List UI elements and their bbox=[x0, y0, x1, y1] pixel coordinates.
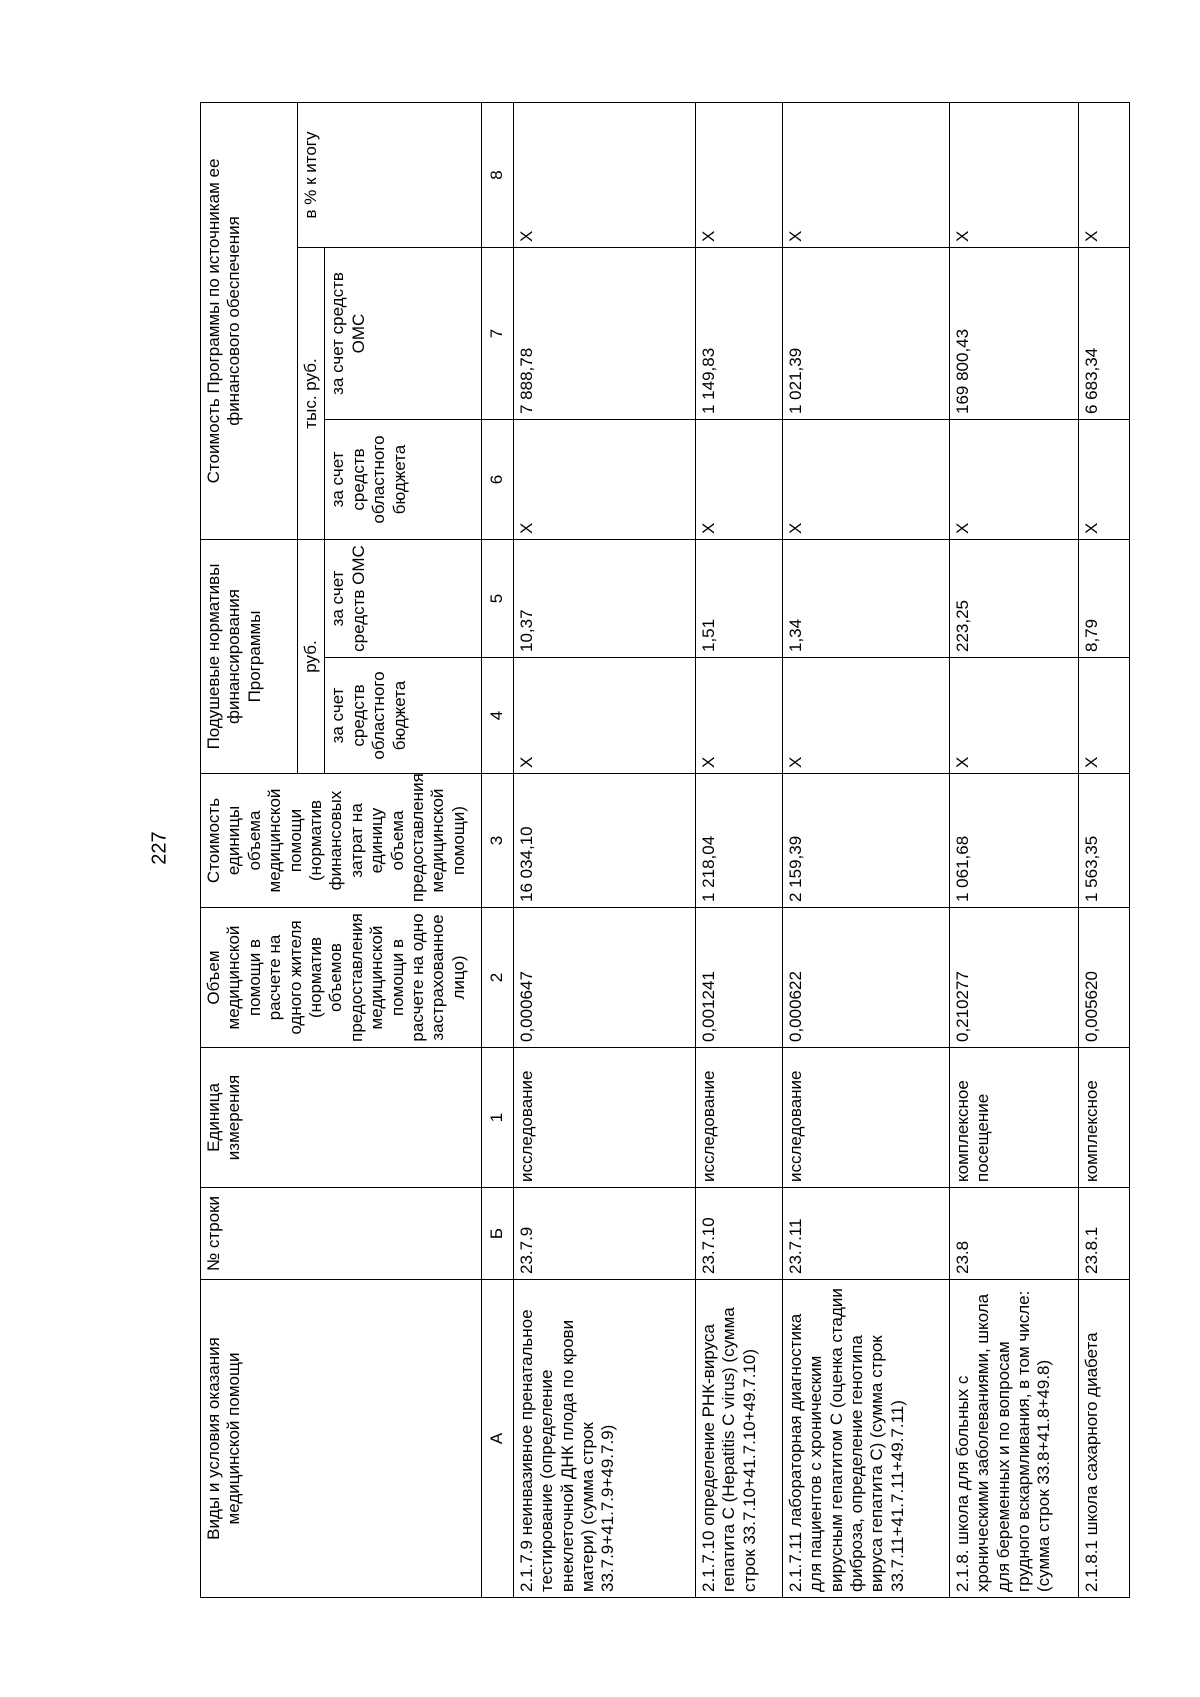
unit-cell: исследование bbox=[513, 1048, 695, 1188]
index-cell: А bbox=[482, 1280, 513, 1598]
financing-table bbox=[200, 102, 1130, 1598]
norm-oms-cell: 8,79 bbox=[1078, 540, 1129, 658]
unit-cell: исследование bbox=[695, 1048, 782, 1188]
page-number: 227 bbox=[148, 831, 171, 865]
cost-oms-cell: 6 683,34 bbox=[1078, 248, 1129, 420]
table-row bbox=[949, 102, 1078, 1597]
percent-cell: Х bbox=[1078, 102, 1129, 247]
cost-oms-cell: 1 149,83 bbox=[695, 248, 782, 420]
index-cell: 8 bbox=[482, 102, 513, 247]
header-cost-oms: за счет средств ОМС bbox=[325, 248, 482, 420]
volume-cell: 0,210277 bbox=[949, 908, 1078, 1048]
norm-budget-cell: Х bbox=[782, 658, 949, 774]
norm-budget-cell: Х bbox=[695, 658, 782, 774]
unit-cell: комплексное bbox=[1078, 1048, 1129, 1188]
index-cell: 4 bbox=[482, 658, 513, 774]
percent-cell: Х bbox=[949, 102, 1078, 247]
cost-oms-cell: 169 800,43 bbox=[949, 248, 1078, 420]
header-norm-unit: руб. bbox=[298, 540, 325, 774]
header-cost-unit: тыс. руб. bbox=[298, 248, 325, 540]
care-type-cell: 2.1.7.10 определение РНК-вируса гепатита С (Hepatitis C virus) (сумма строк 33.7.10+41.7.10+49.7.10) bbox=[695, 1280, 782, 1598]
index-cell: 1 bbox=[482, 1048, 513, 1188]
index-cell: 3 bbox=[482, 774, 513, 908]
percent-cell: Х bbox=[782, 102, 949, 247]
unit-cell: исследование bbox=[782, 1048, 949, 1188]
care-type-cell: 2.1.7.9 неинвазивное пренатальное тестирование (определение внеклеточной ДНК плода по крови матери) (сумма строк 33.7.9+41.7.9+49.7.9) bbox=[513, 1280, 695, 1598]
header-cost-regional-budget: за счет средств областного бюджета bbox=[325, 420, 482, 540]
cost-budget-cell: Х bbox=[782, 420, 949, 540]
unit-cost-cell: 16 034,10 bbox=[513, 774, 695, 908]
cost-budget-cell: Х bbox=[949, 420, 1078, 540]
norm-budget-cell: Х bbox=[1078, 658, 1129, 774]
index-cell: Б bbox=[482, 1188, 513, 1280]
table-row bbox=[1078, 102, 1129, 1597]
rotated-table-container bbox=[200, 103, 1150, 1598]
row-number-cell: 23.7.10 bbox=[695, 1188, 782, 1280]
unit-cost-cell: 1 061,68 bbox=[949, 774, 1078, 908]
header-row-number: № строки bbox=[201, 1188, 482, 1280]
table-row bbox=[513, 102, 695, 1597]
care-type-cell: 2.1.8. школа для больных с хроническими заболеваниями, школа для беременных и по вопросам грудного вскармливания, в том числе: (сумма строк 33.8+41.8+49.8) bbox=[949, 1280, 1078, 1598]
volume-cell: 0,000622 bbox=[782, 908, 949, 1048]
index-cell: 7 bbox=[482, 248, 513, 420]
percent-cell: Х bbox=[513, 102, 695, 247]
header-unit-cost: Стоимость единицы объема медицинской помощи (норматив финансовых затрат на единицу объема предоставления медицинской помощи) bbox=[201, 774, 482, 908]
norm-oms-cell: 1,51 bbox=[695, 540, 782, 658]
care-type-cell: 2.1.8.1 школа сахарного диабета bbox=[1078, 1280, 1129, 1598]
norm-oms-cell: 1,34 bbox=[782, 540, 949, 658]
index-cell: 2 bbox=[482, 908, 513, 1048]
cost-oms-cell: 7 888,78 bbox=[513, 248, 695, 420]
percent-cell: Х bbox=[695, 102, 782, 247]
volume-cell: 0,005620 bbox=[1078, 908, 1129, 1048]
norm-oms-cell: 10,37 bbox=[513, 540, 695, 658]
unit-cost-cell: 2 159,39 bbox=[782, 774, 949, 908]
row-number-cell: 23.8 bbox=[949, 1188, 1078, 1280]
header-volume: Объем медицинской помощи в расчете на одного жителя (норматив объемов предоставления медицинской помощи в расчете на одно застрахованное лицо) bbox=[201, 908, 482, 1048]
norm-budget-cell: Х bbox=[949, 658, 1078, 774]
header-program-cost: Стоимость Программы по источникам ее финансового обеспечения bbox=[201, 102, 298, 539]
header-unit: Единица измерения bbox=[201, 1048, 482, 1188]
column-index-row bbox=[482, 102, 513, 1597]
cost-budget-cell: Х bbox=[513, 420, 695, 540]
norm-budget-cell: Х bbox=[513, 658, 695, 774]
row-number-cell: 23.8.1 bbox=[1078, 1188, 1129, 1280]
row-number-cell: 23.7.11 bbox=[782, 1188, 949, 1280]
cost-oms-cell: 1 021,39 bbox=[782, 248, 949, 420]
row-number-cell: 23.7.9 bbox=[513, 1188, 695, 1280]
index-cell: 6 bbox=[482, 420, 513, 540]
cost-budget-cell: Х bbox=[1078, 420, 1129, 540]
volume-cell: 0,000647 bbox=[513, 908, 695, 1048]
norm-oms-cell: 223,25 bbox=[949, 540, 1078, 658]
header-norm-oms: за счет средств ОМС bbox=[325, 540, 482, 658]
index-cell: 5 bbox=[482, 540, 513, 658]
header-per-capita-norms: Подушевые нормативы финансирования Программы bbox=[201, 540, 298, 774]
unit-cell: комплексное посещение bbox=[949, 1048, 1078, 1188]
unit-cost-cell: 1 563,35 bbox=[1078, 774, 1129, 908]
header-percent-of-total: в % к итогу bbox=[298, 102, 482, 247]
care-type-cell: 2.1.7.11 лабораторная диагностика для пациентов с хроническим вирусным гепатитом С (оценка стадии фиброза, определение генотипа вируса гепатита С) (сумма строк 33.7.11+41.7.11+49.7.11) bbox=[782, 1280, 949, 1598]
unit-cost-cell: 1 218,04 bbox=[695, 774, 782, 908]
table-row bbox=[695, 102, 782, 1597]
header-norm-regional-budget: за счет средств областного бюджета bbox=[325, 658, 482, 774]
volume-cell: 0,001241 bbox=[695, 908, 782, 1048]
cost-budget-cell: Х bbox=[695, 420, 782, 540]
table-row bbox=[782, 102, 949, 1597]
header-care-types: Виды и условия оказания медицинской помощи bbox=[201, 1280, 482, 1598]
